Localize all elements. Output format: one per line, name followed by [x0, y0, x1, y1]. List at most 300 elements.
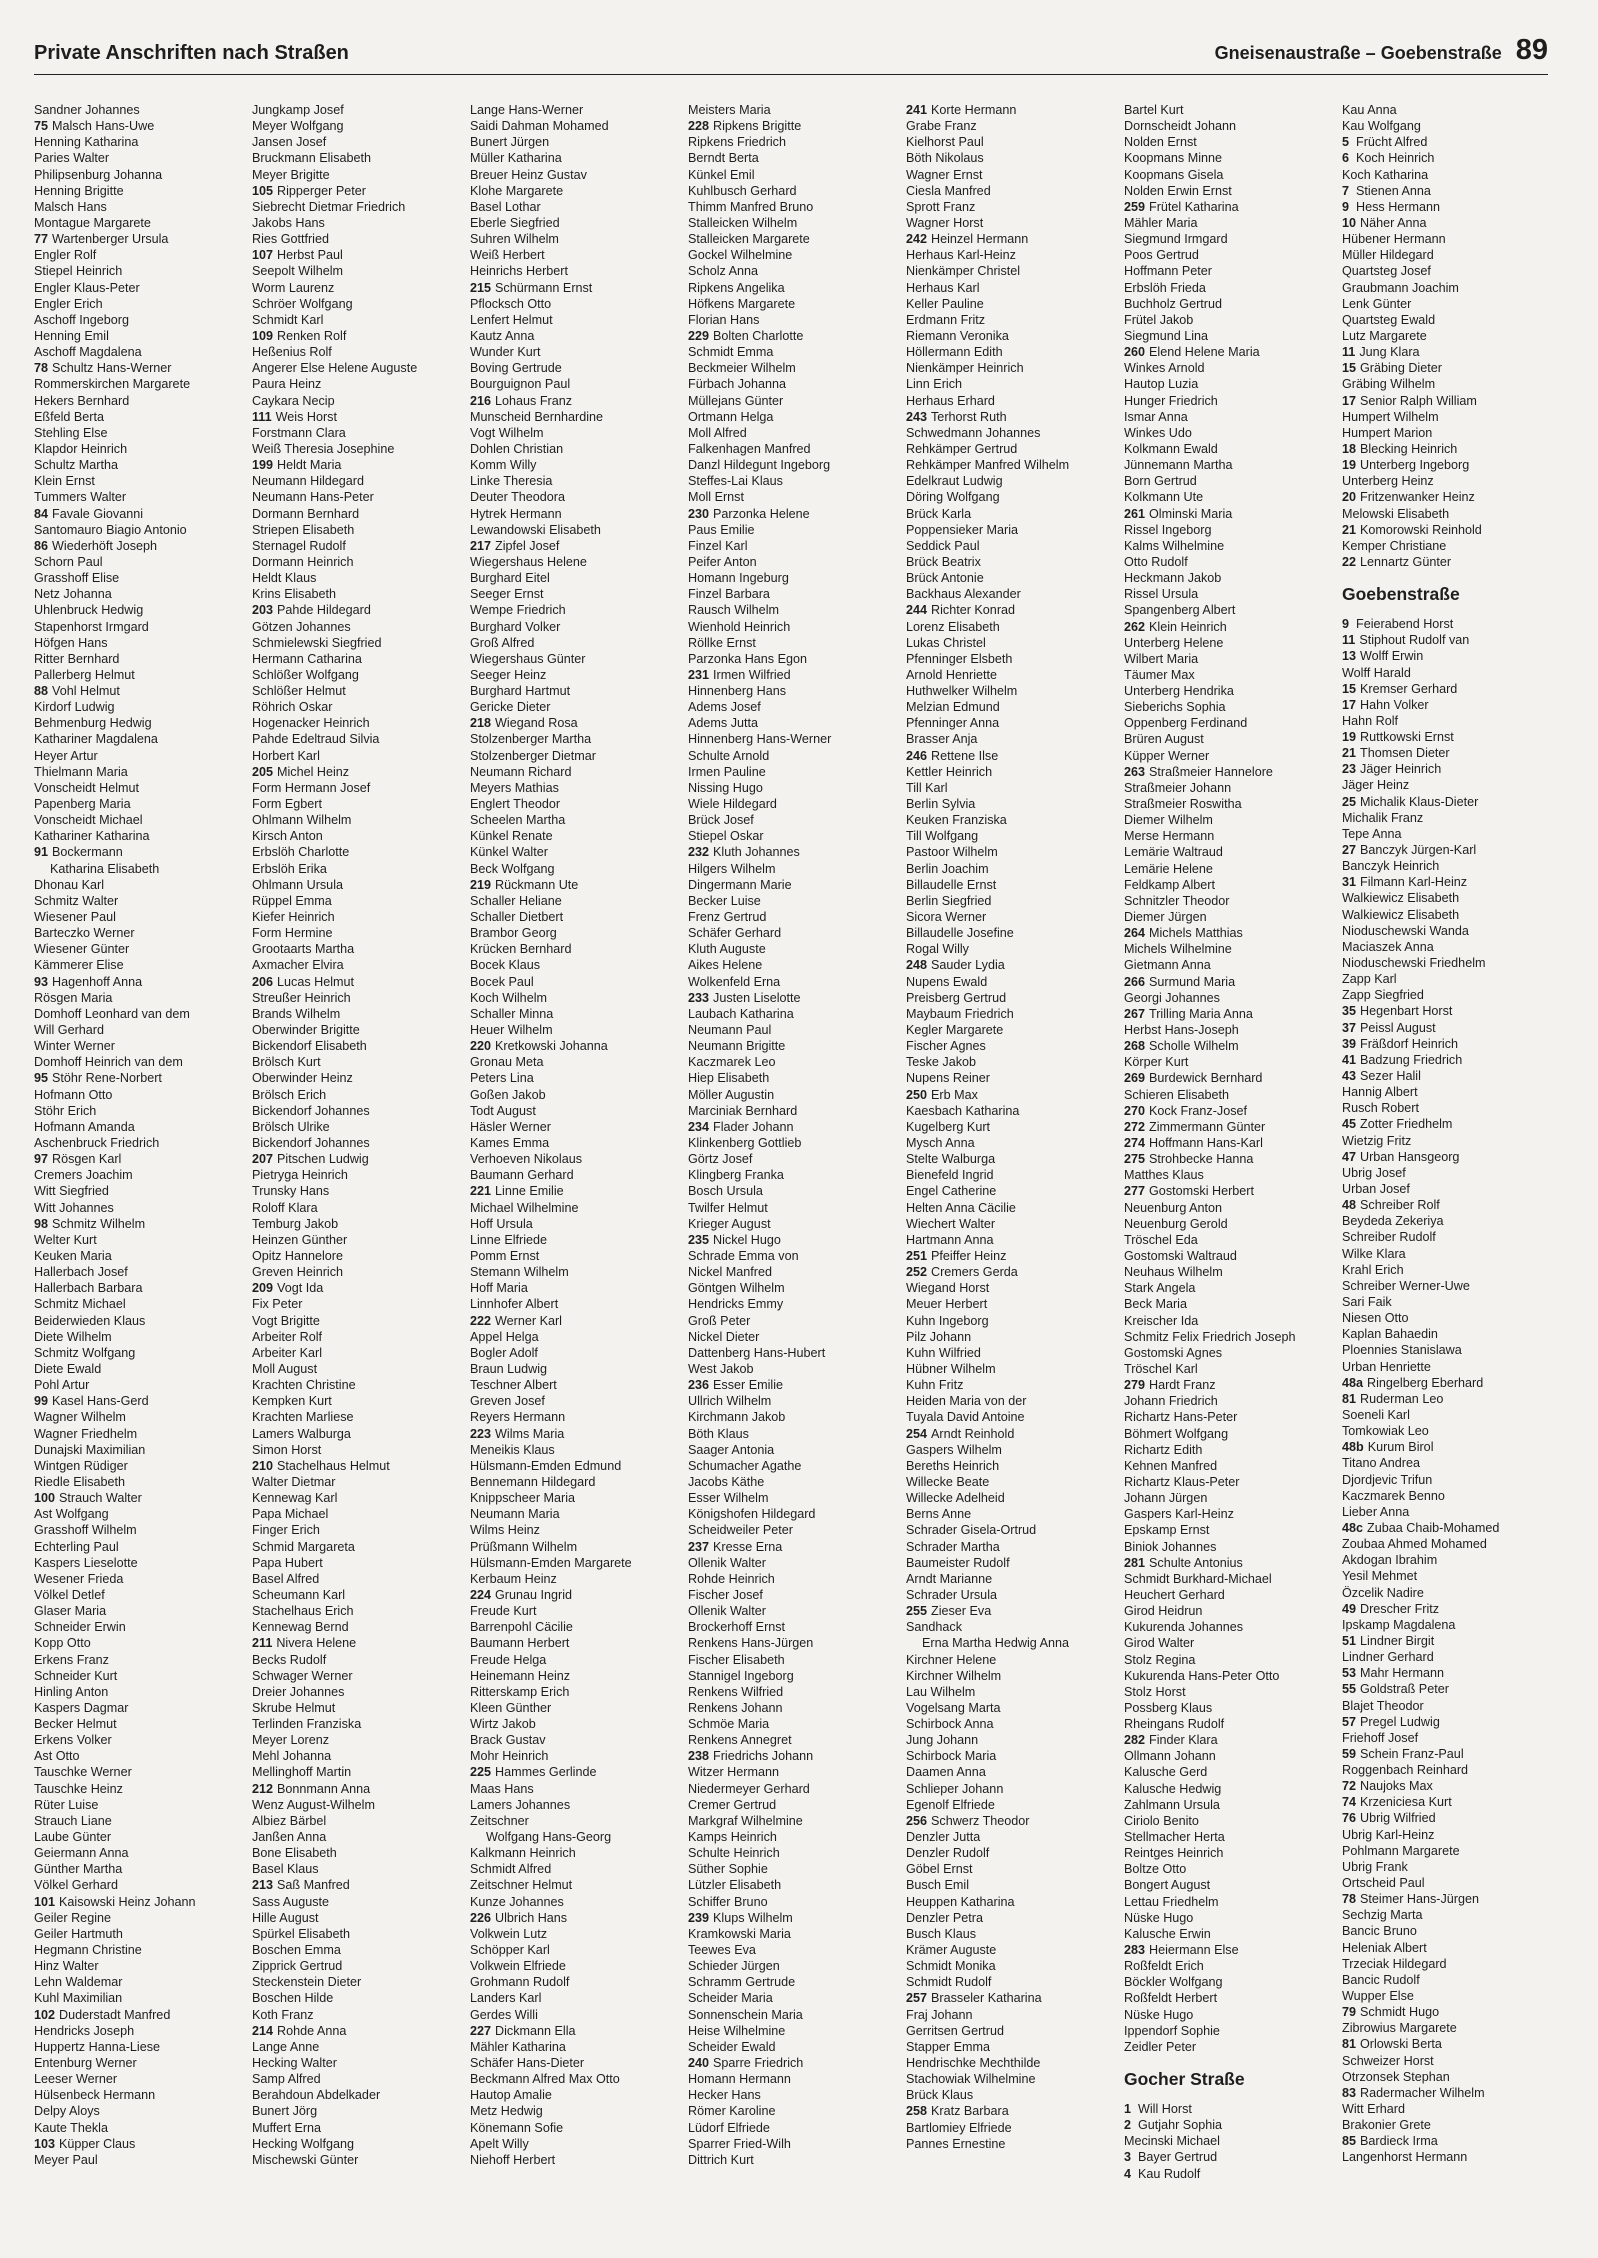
- directory-entry: Yesil Mehmet: [1342, 1569, 1418, 1584]
- directory-entry: Schmielewski Siegfried: [252, 635, 382, 650]
- directory-entry: Schrader Ursula: [906, 1587, 997, 1602]
- directory-entry: Heise Wilhelmine: [688, 2023, 786, 2038]
- directory-entry: Teewes Eva: [688, 1943, 756, 1958]
- directory-entry: Lemärie Waltraud: [1124, 845, 1223, 860]
- directory-entry: Gronau Meta: [470, 1055, 544, 1070]
- directory-entry: Seddick Paul: [906, 538, 980, 553]
- directory-entry: 98 Schmitz Wilhelm: [34, 1216, 146, 1231]
- directory-entry: Volkwein Elfriede: [470, 1959, 566, 1974]
- directory-entry: Lukas Christel: [906, 635, 986, 650]
- directory-entry: Hinling Anton: [34, 1684, 109, 1699]
- directory-entry: Bocek Paul: [470, 974, 534, 989]
- directory-entry: Teschner Albert: [470, 1378, 557, 1393]
- directory-entry: Falkenhagen Manfred: [688, 441, 811, 456]
- directory-entry: Possberg Klaus: [1124, 1700, 1213, 1715]
- directory-entry: Pohlmann Margarete: [1342, 1843, 1460, 1858]
- directory-entry: Adems Josef: [688, 700, 761, 715]
- directory-entry: Stiepel Heinrich: [34, 264, 123, 279]
- directory-entry: Bunert Jörg: [252, 2104, 318, 2119]
- directory-entry: Stöhr Erich: [34, 1103, 97, 1118]
- directory-entry: 240 Sparre Friedrich: [688, 2056, 804, 2071]
- directory-entry: Körper Kurt: [1124, 1055, 1189, 1070]
- directory-entry: Möller Augustin: [688, 1087, 775, 1102]
- directory-entry: Wilms Heinz: [470, 1523, 540, 1538]
- directory-entry: Beiderwieden Klaus: [34, 1313, 146, 1328]
- directory-entry: 81 Orlowski Berta: [1342, 2037, 1442, 2052]
- directory-entry: Kleen Günther: [470, 1700, 552, 1715]
- directory-entry: 17 Hahn Volker: [1342, 697, 1429, 712]
- directory-entry: 217 Zipfel Josef: [470, 538, 560, 553]
- directory-entry: 239 Klups Wilhelm: [688, 1910, 793, 1925]
- directory-entry: Pallerberg Helmut: [34, 667, 135, 682]
- directory-entry: Form Egbert: [252, 797, 322, 812]
- directory-entry: Schmid Margareta: [252, 1539, 355, 1554]
- directory-entry: Cremers Joachim: [34, 1168, 133, 1183]
- directory-entry: Wietzig Fritz: [1342, 1133, 1412, 1148]
- directory-entry: Maciaszek Anna: [1342, 939, 1434, 954]
- directory-entry: Koch Katharina: [1342, 167, 1429, 182]
- directory-entry: Stemann Wilhelm: [470, 1265, 569, 1280]
- directory-entry: Dingermann Marie: [688, 877, 792, 892]
- directory-entry: Walkiewicz Elisabeth: [1342, 891, 1460, 906]
- directory-entry: 19 Unterberg Ingeborg: [1342, 458, 1470, 473]
- directory-entry: Jacobs Käthe: [688, 1474, 765, 1489]
- directory-entry: Heßenius Rolf: [252, 345, 332, 360]
- directory-entry: Zoubaa Ahmed Mohamed: [1342, 1537, 1487, 1552]
- directory-entry: Stolzenberger Martha: [470, 732, 592, 747]
- directory-entry: Thielmann Maria: [34, 764, 128, 779]
- directory-entry: Kalusche Gerd: [1124, 1765, 1208, 1780]
- directory-entry: Renkens Wilfried: [688, 1684, 784, 1699]
- directory-entry: Denzler Rudolf: [906, 1846, 990, 1861]
- directory-entry: West Jakob: [688, 1361, 754, 1376]
- directory-entry: Hiep Elisabeth: [688, 1071, 770, 1086]
- directory-entry: Striepen Elisabeth: [252, 522, 355, 537]
- directory-entry: Jakobs Hans: [252, 215, 325, 230]
- directory-entry: Ippendorf Sophie: [1124, 2023, 1220, 2038]
- directory-entry: Stalleicken Margarete: [688, 232, 810, 247]
- directory-entry: Hülsenbeck Hermann: [34, 2088, 156, 2103]
- directory-entry: 21 Komorowski Reinhold: [1342, 522, 1482, 537]
- directory-entry: Künkel Walter: [470, 845, 548, 860]
- directory-entry: Kuhn Fritz: [906, 1378, 964, 1393]
- directory-entry: 103 Küpper Claus: [34, 2136, 136, 2151]
- directory-entry: Becker Luise: [688, 893, 761, 908]
- directory-entry: Brück Beatrix: [906, 554, 981, 569]
- directory-entry: Biniok Johannes: [1124, 1539, 1217, 1554]
- directory-entry: Wiesener Paul: [34, 910, 116, 925]
- directory-entry: Schramm Gertrude: [688, 1975, 796, 1990]
- directory-entry: Bongert August: [1124, 1878, 1211, 1893]
- directory-entry: Dornscheidt Johann: [1124, 119, 1237, 134]
- directory-entry: Seeger Ernst: [470, 587, 544, 602]
- directory-entry: Dittrich Kurt: [688, 2152, 754, 2167]
- directory-entry: Sechzig Marta: [1342, 1908, 1423, 1923]
- directory-entry: Schulte Arnold: [688, 748, 770, 763]
- directory-entry: Stiepel Oskar: [688, 829, 764, 844]
- directory-entry: 258 Kratz Barbara: [906, 2104, 1009, 2119]
- directory-entry: Winter Werner: [34, 1039, 115, 1054]
- directory-entry: Angerer Else Helene Auguste: [252, 361, 418, 376]
- directory-entry: Freude Kurt: [470, 1604, 537, 1619]
- directory-entry: Kielhorst Paul: [906, 135, 984, 150]
- directory-entry: Burghard Hartmut: [470, 684, 571, 699]
- header-title: Private Anschriften nach Straßen: [34, 42, 349, 64]
- directory-entry: Seepolt Wilhelm: [252, 264, 343, 279]
- directory-entry: Simon Horst: [252, 1442, 322, 1457]
- directory-entry: 43 Sezer Halil: [1342, 1069, 1421, 1084]
- directory-entry: Richartz Edith: [1124, 1442, 1203, 1457]
- directory-entry: Keller Pauline: [906, 296, 984, 311]
- directory-entry: Schulte Heinrich: [688, 1846, 780, 1861]
- directory-entry: Gräbing Wilhelm: [1342, 377, 1436, 392]
- directory-entry: Blajet Theodor: [1342, 1698, 1424, 1713]
- directory-entry: Wirtz Jakob: [470, 1717, 536, 1732]
- directory-entry: 31 Filmann Karl-Heinz: [1342, 875, 1468, 890]
- directory-entry: Nioduschewski Wanda: [1342, 923, 1469, 938]
- directory-entry: Engel Catherine: [906, 1184, 997, 1199]
- directory-entry: Göntgen Wilhelm: [688, 1281, 785, 1296]
- directory-entry: Behmenburg Hedwig: [34, 716, 152, 731]
- directory-entry: Busch Emil: [906, 1878, 969, 1893]
- directory-entry: Hinz Walter: [34, 1959, 99, 1974]
- directory-entry: Kreischer Ida: [1124, 1313, 1199, 1328]
- directory-entry: Weiß Theresia Josephine: [252, 441, 395, 456]
- directory-entry: Koopmans Minne: [1124, 151, 1223, 166]
- directory-entry: Brakonier Grete: [1342, 2118, 1431, 2133]
- directory-entry: Wilke Klara: [1342, 1246, 1406, 1261]
- directory-column: [688, 102, 900, 2232]
- directory-entry: 266 Surmund Maria: [1124, 974, 1236, 989]
- directory-entry: Beck Maria: [1124, 1297, 1187, 1312]
- directory-entry: Wolkenfeld Erna: [688, 974, 781, 989]
- directory-entry: Roloff Klara: [252, 1200, 318, 1215]
- directory-entry: Kolkmann Ewald: [1124, 441, 1218, 456]
- directory-entry: Paura Heinz: [252, 377, 322, 392]
- directory-entry: Kemper Christiane: [1342, 538, 1447, 553]
- directory-entry: Quartsteg Josef: [1342, 264, 1431, 279]
- directory-entry: 269 Burdewick Bernhard: [1124, 1071, 1263, 1086]
- directory-entry: Moll Ernst: [688, 490, 744, 505]
- directory-entry: Malsch Hans: [34, 199, 107, 214]
- directory-entry: Kluth Auguste: [688, 942, 766, 957]
- directory-entry: Böth Klaus: [688, 1426, 749, 1441]
- street-heading: Goebenstraße: [1342, 584, 1460, 605]
- directory-entry: Neumann Hans-Peter: [252, 490, 374, 505]
- directory-entry: Roßfeldt Herbert: [1124, 1991, 1218, 2006]
- directory-entry: Pastoor Wilhelm: [906, 845, 998, 860]
- directory-entry: Willecke Adelheid: [906, 1491, 1005, 1506]
- directory-entry: Gerdes Willi: [470, 2007, 538, 2022]
- directory-entry: Kaspers Lieselotte: [34, 1555, 138, 1570]
- directory-entry: 101 Kaisowski Heinz Johann: [34, 1894, 196, 1909]
- directory-entry: 210 Stachelhaus Helmut: [252, 1458, 390, 1473]
- directory-entry: Wolfgang Hans-Georg: [486, 1830, 612, 1845]
- directory-entry: Merse Hermann: [1124, 829, 1215, 844]
- directory-entry: 244 Richter Konrad: [906, 603, 1016, 618]
- directory-entry: Kunze Johannes: [470, 1894, 564, 1909]
- directory-entry: 78 Steimer Hans-Jürgen: [1342, 1892, 1480, 1907]
- directory-entry: Nupens Reiner: [906, 1071, 991, 1086]
- directory-entry: Küpper Werner: [1124, 748, 1210, 763]
- directory-entry: Heuchert Gerhard: [1124, 1587, 1225, 1602]
- directory-entry: Schneider Erwin: [34, 1620, 126, 1635]
- directory-entry: 279 Hardt Franz: [1124, 1378, 1216, 1393]
- directory-entry: Völkel Detlef: [34, 1587, 105, 1602]
- directory-entry: Scholz Anna: [688, 264, 759, 279]
- directory-entry: Willecke Beate: [906, 1474, 990, 1489]
- directory-entry: Engler Rolf: [34, 248, 97, 263]
- directory-entry: Lange Anne: [252, 2039, 320, 2054]
- directory-entry: Riemann Veronika: [906, 328, 1009, 343]
- directory-entry: Neuenburg Gerold: [1124, 1216, 1228, 1231]
- directory-entry: Nickel Manfred: [688, 1265, 772, 1280]
- directory-entry: Twilfer Helmut: [688, 1200, 768, 1215]
- directory-entry: 272 Zimmermann Günter: [1124, 1119, 1266, 1134]
- directory-entry: Brölsch Ulrike: [252, 1119, 330, 1134]
- directory-entry: Caykara Necip: [252, 393, 335, 408]
- directory-entry: Günther Martha: [34, 1862, 123, 1877]
- directory-entry: 232 Kluth Johannes: [688, 845, 800, 860]
- directory-entry: Erdmann Fritz: [906, 312, 986, 327]
- directory-entry: Friehoff Josef: [1342, 1730, 1419, 1745]
- directory-entry: Hoff Maria: [470, 1281, 528, 1296]
- directory-entry: Hannig Albert: [1342, 1085, 1418, 1100]
- directory-entry: Kalusche Hedwig: [1124, 1781, 1222, 1796]
- directory-entry: Neuenburg Anton: [1124, 1200, 1223, 1215]
- directory-entry: Landers Karl: [470, 1991, 542, 2006]
- directory-entry: 77 Wartenberger Ursula: [34, 232, 169, 247]
- directory-entry: Berlin Sylvia: [906, 797, 976, 812]
- directory-entry: Rösgen Maria: [34, 990, 113, 1005]
- directory-entry: Böhmert Wolfgang: [1124, 1426, 1229, 1441]
- directory-entry: Preisberg Gertrud: [906, 990, 1007, 1005]
- directory-entry: Knippscheer Maria: [470, 1491, 575, 1506]
- directory-entry: 252 Cremers Gerda: [906, 1265, 1018, 1280]
- directory-entry: 17 Senior Ralph William: [1342, 393, 1477, 408]
- directory-entry: Mehl Johanna: [252, 1749, 332, 1764]
- directory-entry: Stolz Horst: [1124, 1684, 1186, 1699]
- directory-entry: 4 Kau Rudolf: [1124, 2166, 1201, 2181]
- directory-entry: Brölsch Erich: [252, 1087, 327, 1102]
- directory-entry: Lange Hans-Werner: [470, 103, 584, 117]
- directory-entry: 51 Lindner Birgit: [1342, 1633, 1435, 1648]
- directory-entry: Neuhaus Wilhelm: [1124, 1265, 1223, 1280]
- directory-entry: 256 Schwerz Theodor: [906, 1813, 1030, 1828]
- directory-entry: Bourguignon Paul: [470, 377, 571, 392]
- directory-entry: Fürbach Johanna: [688, 377, 787, 392]
- directory-entry: Rausch Wilhelm: [688, 603, 779, 618]
- directory-entry: Philipsenburg Johanna: [34, 167, 163, 182]
- directory-entry: Witzer Hermann: [688, 1765, 779, 1780]
- directory-entry: Henning Brigitte: [34, 183, 124, 198]
- directory-entry: Berahdoun Abdelkader: [252, 2088, 381, 2103]
- directory-entry: Künkel Emil: [688, 167, 755, 182]
- directory-entry: Schrader Martha: [906, 1539, 1000, 1554]
- directory-entry: Janßen Anna: [252, 1830, 327, 1845]
- directory-entry: 206 Lucas Helmut: [252, 974, 355, 989]
- directory-entry: Engler Klaus-Peter: [34, 280, 140, 295]
- directory-entry: Rehkämper Gertrud: [906, 441, 1018, 456]
- directory-entry: Kirdorf Ludwig: [34, 700, 115, 715]
- directory-entry: Jansen Josef: [252, 135, 327, 150]
- directory-entry: Sparrer Fried-Wilh: [688, 2136, 791, 2151]
- directory-entry: Ollenik Walter: [688, 1555, 766, 1570]
- directory-entry: Winkes Arnold: [1124, 361, 1205, 376]
- directory-entry: 111 Weis Horst: [252, 409, 337, 424]
- directory-entry: Meyers Mathias: [470, 780, 559, 795]
- directory-entry: Müller Hildegard: [1342, 248, 1434, 263]
- directory-entry: Steckenstein Dieter: [252, 1975, 362, 1990]
- directory-entry: Krachten Marliese: [252, 1410, 354, 1425]
- directory-entry: Wesener Frieda: [34, 1571, 124, 1586]
- directory-entry: Barteczko Werner: [34, 926, 135, 941]
- directory-entry: 100 Strauch Walter: [34, 1491, 142, 1506]
- directory-entry: Ritter Bernhard: [34, 651, 120, 666]
- directory-entry: Ast Otto: [34, 1749, 80, 1764]
- directory-entry: Kugelberg Kurt: [906, 1119, 991, 1134]
- directory-entry: Niehoff Herbert: [470, 2152, 556, 2167]
- directory-entry: Arndt Marianne: [906, 1571, 993, 1586]
- directory-entry: 13 Wolff Erwin: [1342, 649, 1424, 664]
- directory-entry: Schwager Werner: [252, 1668, 353, 1683]
- directory-entry: Humpert Wilhelm: [1342, 409, 1439, 424]
- directory-entry: Hecker Hans: [688, 2088, 761, 2103]
- directory-entry: Baumann Gerhard: [470, 1168, 574, 1183]
- directory-entry: Renkens Hans-Jürgen: [688, 1636, 814, 1651]
- directory-entry: 277 Gostomski Herbert: [1124, 1184, 1254, 1199]
- directory-entry: 257 Brasseler Katharina: [906, 1991, 1042, 2006]
- directory-entry: Saidi Dahman Mohamed: [470, 119, 609, 134]
- directory-entry: Domhoff Heinrich van dem: [34, 1055, 183, 1070]
- directory-entry: Meuer Herbert: [906, 1297, 988, 1312]
- directory-entry: 243 Terhorst Ruth: [906, 409, 1007, 424]
- directory-entry: 260 Elend Helene Maria: [1124, 345, 1260, 360]
- directory-entry: Geiler Regine: [34, 1910, 112, 1925]
- directory-entry: Kerbaum Heinz: [470, 1571, 557, 1586]
- directory-entry: Munscheid Bernhardine: [470, 409, 604, 424]
- directory-entry: Klingberg Franka: [688, 1168, 784, 1183]
- directory-entry: Hecking Wolfgang: [252, 2136, 354, 2151]
- directory-entry: 59 Schein Franz-Paul: [1342, 1746, 1464, 1761]
- directory-entry: Dattenberg Hans-Hubert: [688, 1345, 826, 1360]
- directory-entry: Meneikis Klaus: [470, 1442, 555, 1457]
- directory-entry: Frütel Jakob: [1124, 312, 1194, 327]
- directory-entry: Rohde Heinrich: [688, 1571, 775, 1586]
- directory-entry: Bogler Adolf: [470, 1345, 538, 1360]
- directory-entry: 230 Parzonka Helene: [688, 506, 810, 521]
- directory-entry: Heckmann Jakob: [1124, 571, 1222, 586]
- directory-entry: Frenz Gertrud: [688, 910, 767, 925]
- directory-column: [1124, 102, 1336, 2232]
- directory-entry: Katharina Elisabeth: [50, 861, 160, 876]
- street-heading: Gocher Straße: [1124, 2069, 1245, 2090]
- directory-entry: 214 Rohde Anna: [252, 2023, 347, 2038]
- directory-entry: Kehnen Manfred: [1124, 1458, 1218, 1473]
- directory-entry: Bosch Ursula: [688, 1184, 763, 1199]
- directory-entry: Stellmacher Herta: [1124, 1830, 1225, 1845]
- directory-entry: Bickendorf Johannes: [252, 1136, 370, 1150]
- directory-entry: 93 Hagenhoff Anna: [34, 974, 143, 989]
- directory-entry: Burghard Volker: [470, 619, 561, 634]
- directory-entry: Schmitz Felix Friedrich Joseph: [1124, 1329, 1296, 1344]
- directory-entry: Könemann Sofie: [470, 2120, 564, 2135]
- directory-entry: 72 Naujoks Max: [1342, 1779, 1433, 1794]
- directory-entry: Schlößer Wolfgang: [252, 667, 359, 682]
- directory-entry: Horbert Karl: [252, 748, 320, 763]
- directory-entry: Neumann Maria: [470, 1507, 560, 1522]
- directory-entry: Kirchner Wilhelm: [906, 1668, 1002, 1683]
- directory-entry: 83 Radermacher Wilhelm: [1342, 2085, 1485, 2100]
- directory-entry: Melowski Elisabeth: [1342, 506, 1450, 521]
- directory-entry: Stannigel Ingeborg: [688, 1668, 794, 1683]
- directory-entry: Wiele Hildegard: [688, 797, 777, 812]
- directory-entry: Groß Alfred: [470, 635, 535, 650]
- directory-entry: Santomauro Biagio Antonio: [34, 522, 187, 537]
- directory-entry: Geiermann Anna: [34, 1846, 129, 1861]
- directory-entry: Straßmeier Johann: [1124, 780, 1232, 795]
- directory-entry: Königshofen Hildegard: [688, 1507, 816, 1522]
- directory-entry: Böckler Wolfgang: [1124, 1975, 1223, 1990]
- directory-entry: Delpy Aloys: [34, 2104, 100, 2119]
- directory-entry: 234 Flader Johann: [688, 1119, 794, 1134]
- directory-entry: Siegmund Lina: [1124, 328, 1209, 343]
- directory-entry: Born Gertrud: [1124, 474, 1197, 489]
- directory-entry: Billaudelle Josefine: [906, 926, 1014, 941]
- directory-entry: 35 Hegenbart Horst: [1342, 1004, 1453, 1019]
- directory-entry: Fraj Johann: [906, 2007, 973, 2022]
- directory-entry: Höfgen Hans: [34, 635, 108, 650]
- directory-entry: Kirsch Anton: [252, 829, 323, 844]
- directory-column: [34, 102, 246, 2232]
- directory-entry: Döring Wolfgang: [906, 490, 1000, 505]
- directory-entry: 219 Rückmann Ute: [470, 877, 579, 892]
- directory-entry: Boschen Emma: [252, 1943, 341, 1958]
- directory-entry: Lindner Gerhard: [1342, 1650, 1434, 1665]
- directory-entry: Esser Wilhelm: [688, 1491, 769, 1506]
- directory-column: [1342, 102, 1554, 2232]
- directory-entry: Kuhn Wilfried: [906, 1345, 981, 1360]
- directory-entry: Brölsch Kurt: [252, 1055, 321, 1070]
- directory-entry: Kaute Thekla: [34, 2120, 108, 2135]
- directory-entry: Gaspers Wilhelm: [906, 1442, 1002, 1457]
- directory-entry: Götzen Johannes: [252, 619, 351, 634]
- directory-entry: 74 Krzeniciesa Kurt: [1342, 1795, 1452, 1810]
- directory-entry: 22 Lennartz Günter: [1342, 554, 1452, 569]
- directory-entry: Aschoff Ingeborg: [34, 312, 129, 327]
- directory-entry: Laubach Katharina: [688, 1006, 794, 1021]
- directory-entry: Höfkens Margarete: [688, 296, 796, 311]
- directory-entry: Görtz Josef: [688, 1152, 753, 1167]
- directory-entry: Heyer Artur: [34, 748, 98, 763]
- directory-entry: Strauch Liane: [34, 1813, 112, 1828]
- directory-entry: 231 Irmen Wilfried: [688, 667, 791, 682]
- directory-entry: Basel Alfred: [252, 1571, 320, 1586]
- directory-entry: Axmacher Elvira: [252, 958, 344, 973]
- directory-entry: Klohe Margarete: [470, 183, 564, 198]
- directory-entry: Tuyala David Antoine: [906, 1410, 1025, 1425]
- directory-entry: Hülsmann-Emden Margarete: [470, 1555, 632, 1570]
- directory-entry: Georgi Johannes: [1124, 990, 1220, 1005]
- directory-entry: Hendricks Joseph: [34, 2023, 135, 2038]
- directory-entry: Kau Anna: [1342, 103, 1397, 117]
- directory-entry: Klapdor Heinrich: [34, 441, 128, 456]
- header-street-range: Gneisenaustraße – Goebenstraße: [1214, 43, 1502, 63]
- directory-entry: Busch Klaus: [906, 1926, 977, 1941]
- directory-entry: Unterberg Hendrika: [1124, 684, 1234, 699]
- directory-entry: Gostomski Agnes: [1124, 1345, 1222, 1360]
- directory-entry: Wagner Ernst: [906, 167, 983, 182]
